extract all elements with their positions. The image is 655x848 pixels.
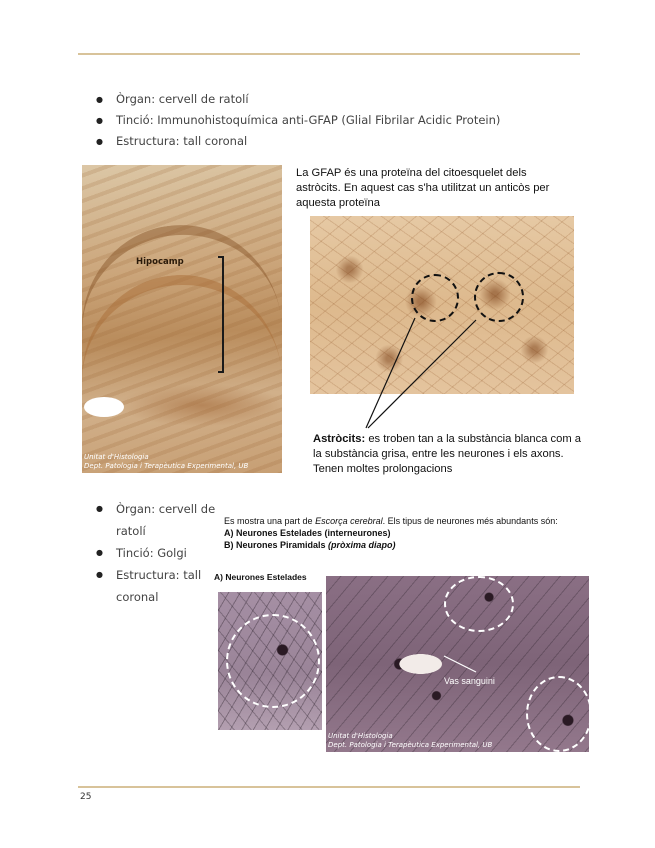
footer-rule bbox=[78, 786, 580, 788]
hippocampus-bracket bbox=[218, 256, 224, 373]
bullet-organ: ● Òrgan: cervell de ratolí bbox=[96, 89, 500, 110]
stellate-neuron-micrograph bbox=[218, 592, 322, 730]
bullet-structure: ● Estructura: tall coronal bbox=[96, 564, 216, 608]
bullet-structure: ● Estructura: tall coronal bbox=[96, 131, 500, 152]
neuron-type-a: A) Neurones Estelades (interneurones) bbox=[224, 528, 391, 538]
bullet-list-bottom bbox=[96, 498, 216, 608]
bullet-list-top bbox=[96, 89, 500, 152]
credit-line: Dept. Patologia i Terapèutica Experimental, UB bbox=[84, 462, 249, 470]
astrocyte-text: es troben tan a la substància blanca com a la substància grisa, entre les neurones i els axons. Tenen moltes prolongacions bbox=[313, 433, 582, 475]
neuron-type-b-label: B) Neurones Piramidals bbox=[224, 540, 326, 550]
intro-suffix: . Els tipus de neurones més abundants són: bbox=[382, 516, 558, 526]
vessel-pointer bbox=[326, 576, 589, 752]
bullet-stain: ● Tinció: Immunohistoquímica anti-GFAP (Glial Fibrilar Acidic Protein) bbox=[96, 110, 500, 131]
intro-emphasis: Escorça cerebral bbox=[315, 516, 383, 526]
neuron-type-b-note: (pròxima diapo) bbox=[328, 540, 396, 550]
hippocampus-label: Hipocamp bbox=[136, 257, 184, 267]
neuron-type-b bbox=[224, 539, 604, 551]
astrocyte-highlight-circle bbox=[411, 274, 459, 322]
neuron-highlight-circle bbox=[226, 614, 320, 708]
bullet-stain: ● Tinció: Golgi bbox=[96, 542, 216, 564]
section-a-label: A) Neurones Estelades bbox=[214, 572, 307, 582]
ventricle-space bbox=[84, 397, 124, 417]
header-rule bbox=[78, 53, 580, 55]
golgi-intro bbox=[224, 515, 604, 551]
image-credit bbox=[328, 732, 492, 750]
astrocyte-description bbox=[313, 432, 583, 477]
astrocyte-highlight-circle bbox=[474, 272, 524, 322]
page-number: 25 bbox=[80, 792, 92, 802]
astrocyte-title: Astròcits: bbox=[313, 433, 366, 445]
vessel-label: Vas sanguini bbox=[444, 676, 495, 686]
credit-line: Unitat d'Histologia bbox=[328, 732, 393, 740]
intro-prefix: Es mostra una part de bbox=[224, 516, 313, 526]
credit-line: Unitat d'Histologia bbox=[84, 453, 149, 461]
credit-line: Dept. Patologia i Terapèutica Experimental, UB bbox=[328, 741, 493, 749]
image-credit bbox=[84, 453, 248, 471]
bullet-organ: ● Òrgan: cervell de ratolí bbox=[96, 498, 216, 542]
golgi-intro-line bbox=[224, 515, 604, 527]
gfap-description: La GFAP és una proteïna del citoesquelet dels astròcits. En aquest cas s'ha utilitzat un anticòs per aquesta proteïna bbox=[296, 167, 550, 209]
astrocyte-micrograph bbox=[310, 216, 574, 394]
cortex-golgi-micrograph bbox=[326, 576, 589, 752]
hippocampus-micrograph bbox=[82, 165, 282, 473]
